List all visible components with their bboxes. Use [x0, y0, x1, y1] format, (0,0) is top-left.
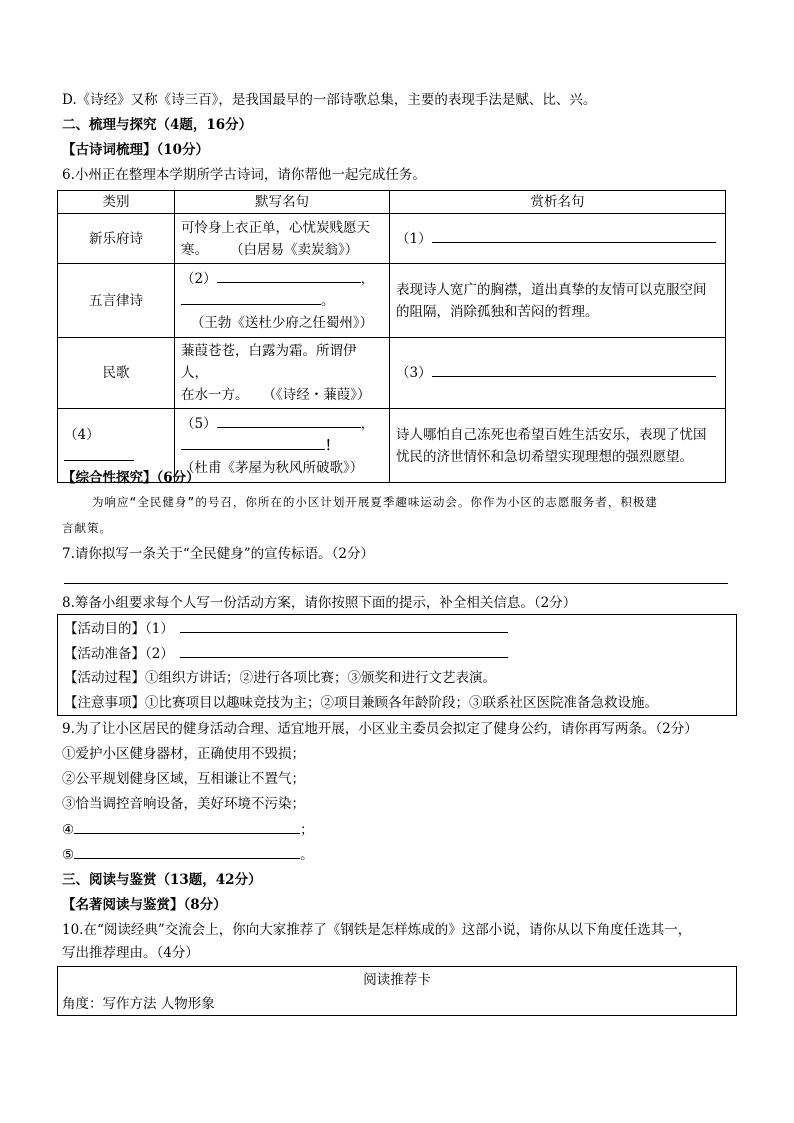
rule-label: ⑤ [62, 847, 75, 863]
quote-line [181, 268, 383, 290]
poetry-review-heading: 【古诗词梳理】（10分） [62, 142, 210, 158]
option-d-text: D.《诗经》又称《诗三百》，是我国最早的一部诗歌总集，主要的表现手法是赋、比、兴。 [62, 92, 597, 108]
quote-line: 可怜身上衣正单，心忧炭贱愿天 [181, 219, 370, 236]
blank-label: （2） [181, 270, 217, 287]
punctuation: ， [360, 270, 375, 287]
analysis-cell [390, 264, 726, 338]
activity-plan-box [57, 614, 737, 716]
punctuation: 。 [321, 292, 335, 309]
scenario-note-line: 言献策。 [62, 521, 112, 535]
analysis-line: 忧民的济世情怀和急切希望实现理想的强烈愿望。 [396, 448, 693, 465]
analysis-line: 的阻隔，消除孤独和苦闷的哲理。 [396, 303, 599, 320]
plan-purpose [64, 618, 508, 639]
reading-recommendation-card [57, 966, 737, 1016]
book-reading-heading: 【名著阅读与鉴赏】（8分） [62, 897, 227, 913]
answer-blank[interactable] [74, 819, 300, 834]
quote-cell [175, 214, 390, 264]
answer-blank[interactable] [181, 290, 321, 305]
rule-4-blank-line [62, 819, 314, 840]
blank-label: （4） [64, 426, 100, 443]
analysis-cell [390, 214, 726, 264]
analysis-cell [390, 338, 726, 409]
answer-blank[interactable] [432, 362, 716, 377]
section-2-heading: 二、梳理与探究（4题，16分） [62, 117, 253, 133]
quote-text: 寒。 [181, 241, 208, 258]
rule-5-blank-line [62, 844, 314, 865]
table-row [58, 264, 726, 338]
punctuation: ， [360, 415, 375, 432]
section-3-heading: 三、阅读与鉴赏（13题，42分） [62, 872, 262, 888]
category-cell: 民歌 [58, 338, 175, 409]
comprehensive-heading: 【综合性探究】（6分） [62, 470, 200, 486]
source-text: （杜甫《茅屋为秋风所破歌》） [181, 459, 364, 476]
plan-notes: 【注意事项】①比赛项目以趣味竞技为主；②项目兼顾各年龄阶段；③联系社区医院准备急救设施。 [64, 695, 658, 711]
plan-purpose-label: 【活动目的】（1） [64, 621, 174, 637]
category-cell: 五言律诗 [58, 264, 175, 338]
plan-process: 【活动过程】①组织方讲话；②进行各项比赛；③颁奖和进行文艺表演。 [64, 670, 496, 686]
rule-label: ④ [62, 822, 75, 838]
quote-line [181, 384, 383, 406]
table-header-row [58, 191, 726, 214]
scenario-note-line: 为响应“全民健身”的号召，你所在的小区计划开展夏季趣味运动会。你作为小区的志愿服务者，积极建 [92, 495, 658, 509]
answer-blank[interactable] [217, 268, 361, 283]
question-9-text: 9.为了让小区居民的健身活动合理、适宜地开展，小区业主委员会拟定了健身公约，请你再写两条。（2分） [62, 721, 698, 737]
answer-blank[interactable] [217, 413, 361, 428]
answer-blank[interactable] [181, 435, 325, 450]
header-analysis: 赏析名句 [390, 191, 726, 214]
answer-blank[interactable] [74, 844, 300, 859]
analysis-line: 诗人哪怕自己冻死也希望百姓生活安乐，表现了忧国 [396, 426, 707, 443]
punctuation: ； [300, 822, 314, 838]
answer-blank[interactable] [432, 228, 716, 243]
plan-prep-label: 【活动准备】（2） [64, 646, 174, 662]
answer-blank[interactable] [64, 446, 134, 461]
card-angle: 角度：写作方法 人物形象 [62, 996, 215, 1012]
quote-cell [175, 264, 390, 338]
blank-label: （3） [396, 365, 432, 381]
answer-blank[interactable] [180, 618, 508, 633]
rule-item: ②公平规划健身区域，互相谦让不置气； [62, 771, 305, 787]
question-10-text-cont: 写出推荐理由。（4分） [62, 945, 199, 961]
quote-line [181, 290, 383, 312]
question-7-text: 7.请你拟写一条关于“全民健身”的宣传标语。（2分） [62, 546, 375, 562]
header-quote: 默写名句 [175, 191, 390, 214]
punctuation: ！ [325, 437, 339, 454]
plan-prep [64, 643, 508, 664]
blank-label: （5） [181, 415, 217, 432]
question-8-text: 8.筹备小组要求每个人写一份活动方案，请你按照下面的提示，补全相关信息。（2分） [62, 595, 577, 611]
quote-cell [175, 338, 390, 409]
analysis-cell [390, 409, 726, 483]
question-10-text: 10.在“阅读经典”交流会上，你向大家推荐了《钢铁是怎样炼成的》这部小说，请你从以下角度任选其一， [62, 922, 692, 938]
quote-line: 蒹葭苍苍，白露为霜。所谓伊人， [181, 343, 357, 381]
header-category: 类别 [58, 191, 175, 214]
quote-line [181, 413, 383, 435]
source-text: （白居易《卖炭翁》） [230, 241, 359, 258]
quote-text: 在水一方。 [181, 387, 249, 403]
quote-line [181, 435, 383, 457]
poetry-table [57, 190, 726, 483]
table-row [58, 214, 726, 264]
quote-cell [175, 409, 390, 483]
table-row [58, 338, 726, 409]
source-text: （王勃《送杜少府之任蜀州》） [190, 314, 374, 331]
answer-blank[interactable] [180, 643, 508, 658]
blank-label: （1） [396, 230, 432, 247]
analysis-line: 表现诗人宽广的胸襟，道出真挚的友情可以克服空间 [396, 281, 707, 298]
question-6-text: 6.小州正在整理本学期所学古诗词，请你帮他一起完成任务。 [62, 167, 426, 183]
quote-line [181, 239, 383, 261]
punctuation: 。 [300, 847, 314, 863]
rule-item: ①爱护小区健身器材，正确使用不毁损； [62, 746, 305, 762]
rule-item: ③恰当调控音响设备，美好环境不污染； [62, 796, 305, 812]
category-cell: 新乐府诗 [58, 214, 175, 264]
source-text: （《诗经・蒹葭》） [262, 387, 371, 403]
card-title: 阅读推荐卡 [363, 972, 431, 988]
q7-answer-line[interactable] [64, 583, 728, 584]
